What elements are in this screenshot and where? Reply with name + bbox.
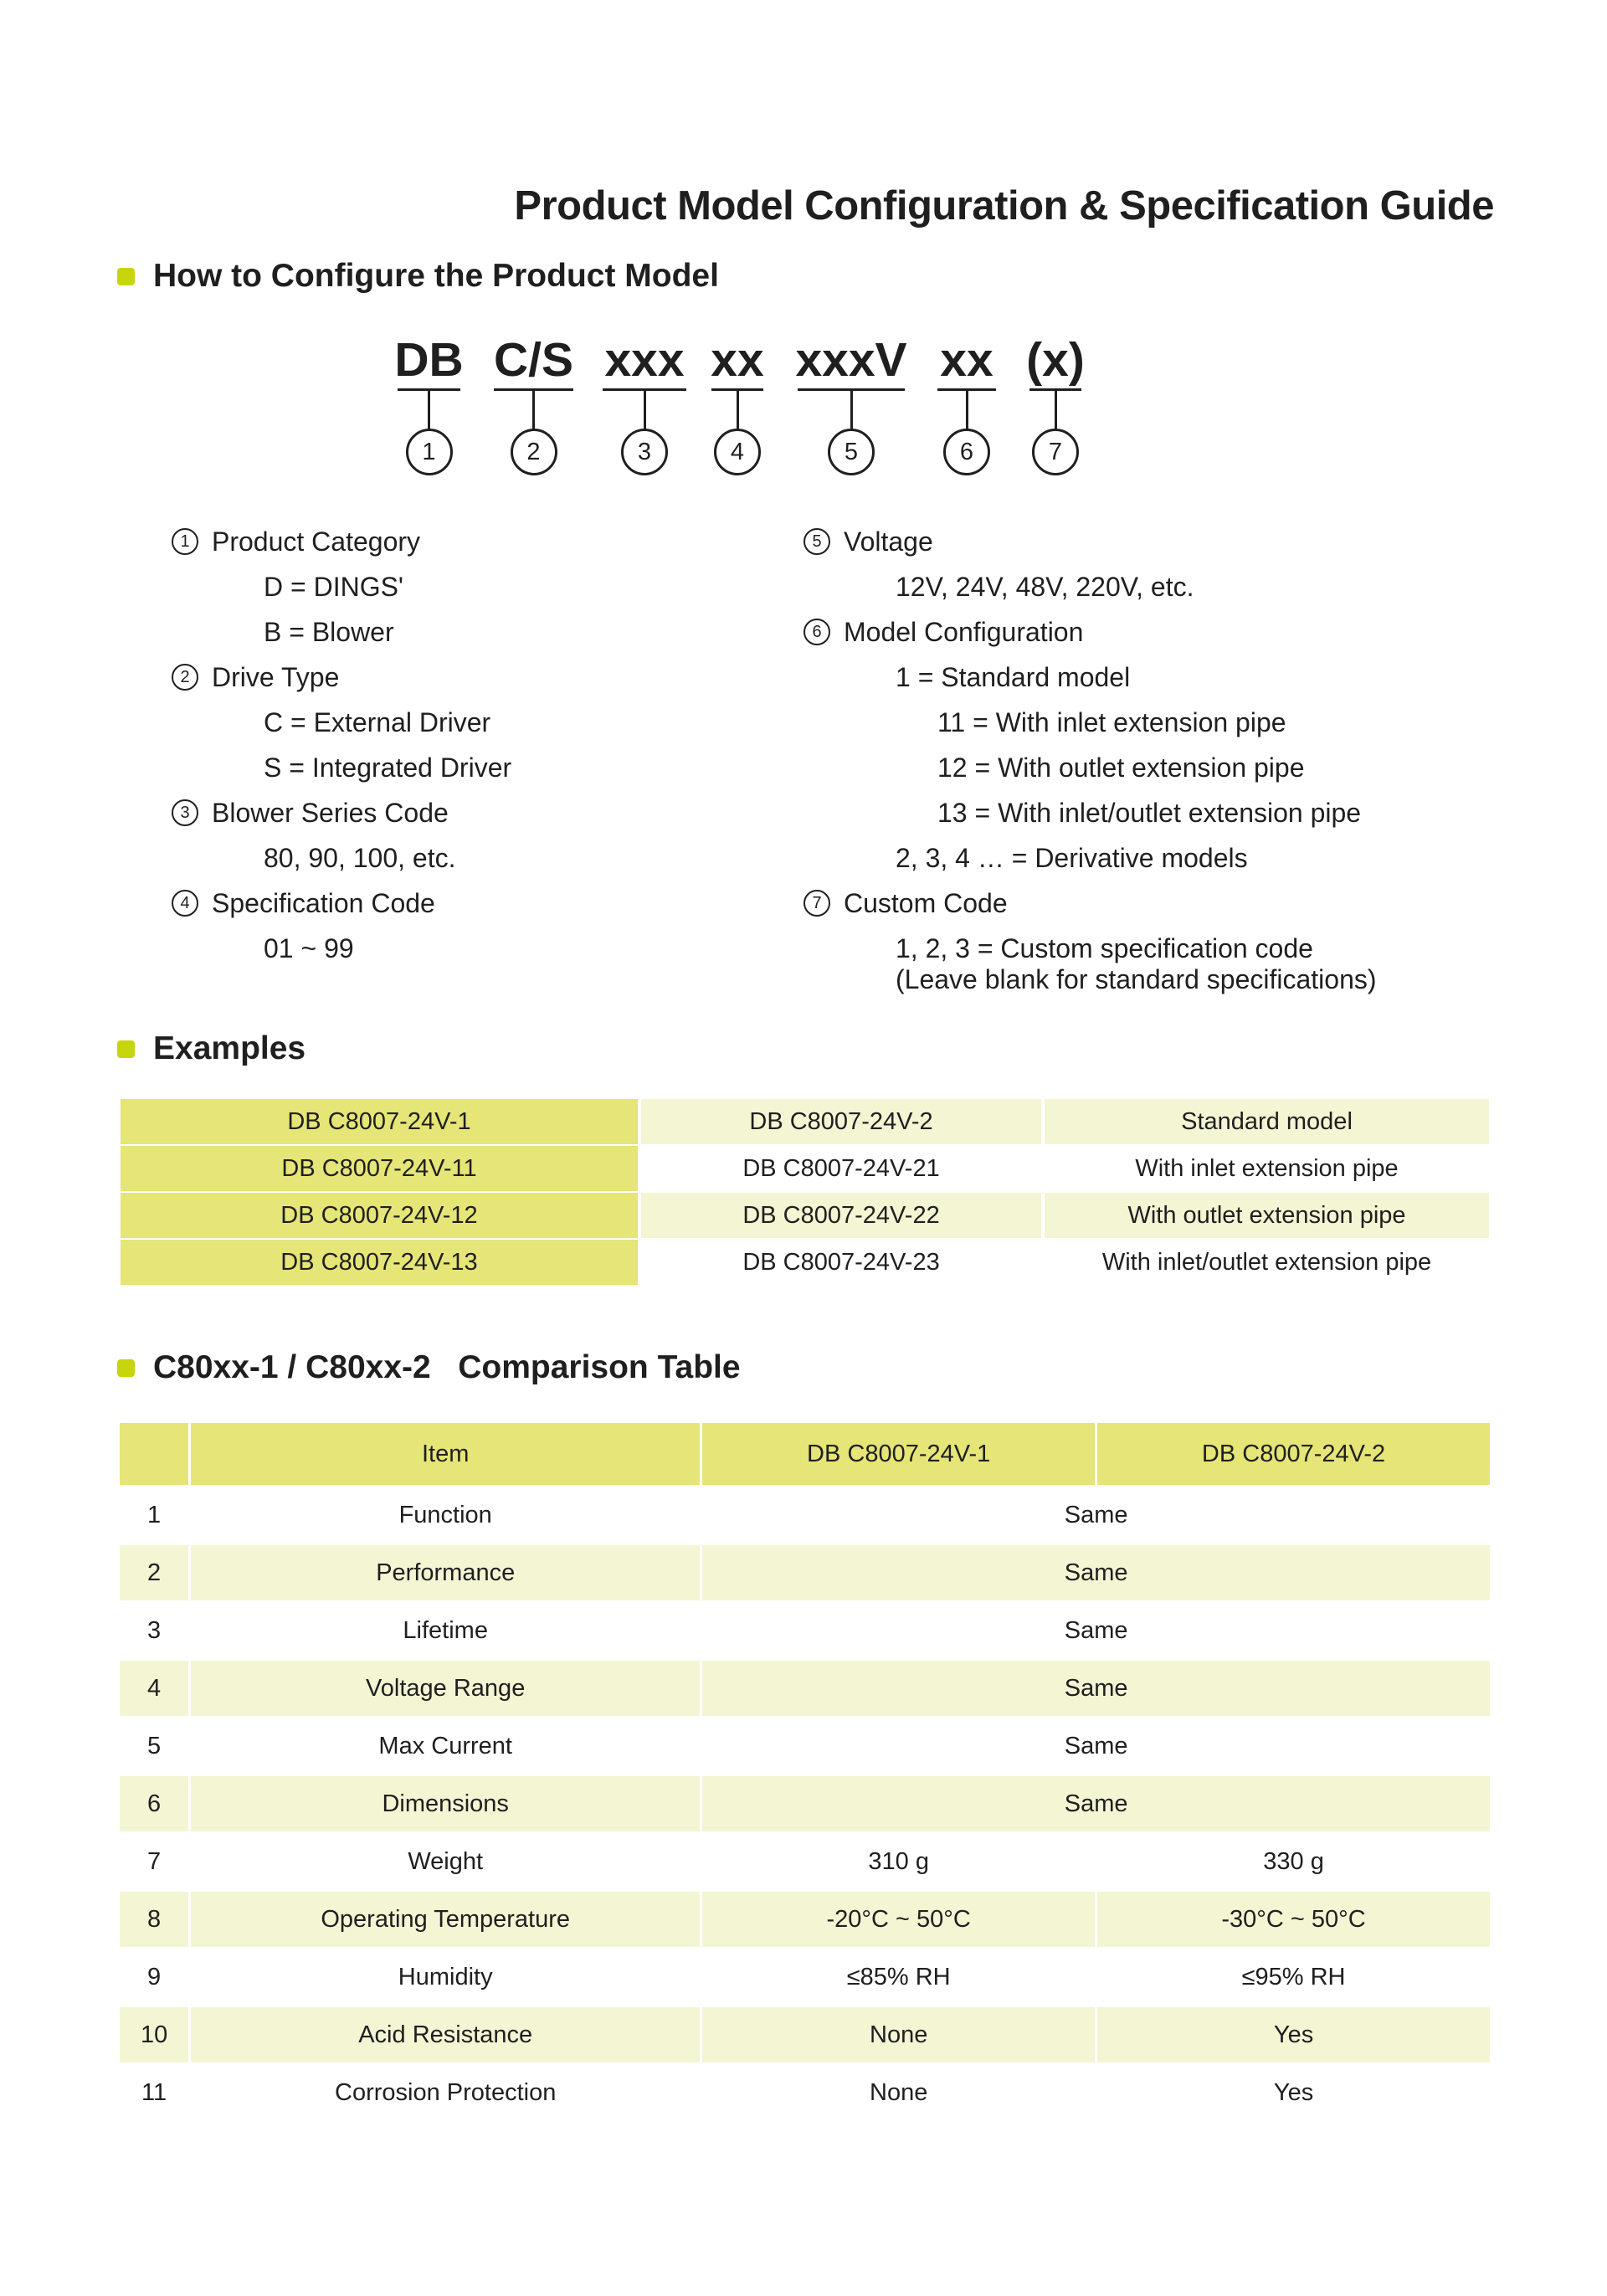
legend-heading: [172, 887, 435, 919]
comparison-cell: Same: [702, 1776, 1490, 1834]
legend-text: 80, 90, 100, etc.: [264, 843, 456, 873]
legend-text: 12V, 24V, 48V, 220V, etc.: [896, 572, 1194, 602]
comparison-cell: 3: [120, 1603, 188, 1661]
legend-text: B = Blower: [264, 617, 394, 647]
comparison-cell: Humidity: [191, 1949, 700, 2007]
comparison-cell: 1: [120, 1487, 188, 1545]
comparison-cell: ≤85% RH: [702, 1949, 1095, 2007]
comparison-header-cell: Item: [191, 1423, 700, 1487]
legend-text: (Leave blank for standard specifications): [896, 964, 1377, 994]
model-code-number-circle: 5: [828, 429, 875, 475]
legend-text: 1, 2, 3 = Custom specification code: [896, 933, 1313, 963]
comparison-cell: Same: [702, 1545, 1490, 1603]
model-code-connector: [737, 391, 739, 430]
example-cell: DB C8007-24V-23: [641, 1240, 1041, 1287]
model-code-segment: [795, 331, 907, 391]
comparison-cell: ≤95% RH: [1097, 1949, 1490, 2007]
example-cell: DB C8007-24V-22: [641, 1193, 1041, 1240]
example-row: [121, 1146, 1489, 1193]
comparison-cell: 7: [120, 1834, 188, 1892]
model-code-text: xxx: [604, 333, 685, 387]
comparison-row: [120, 1892, 1490, 1949]
section-title: C80xx-1 / C80xx-2 Comparison Table: [153, 1349, 741, 1385]
comparison-row: [120, 1949, 1490, 2007]
example-cell: DB C8007-24V-13: [121, 1240, 638, 1287]
legend-item: [264, 616, 394, 648]
comparison-cell: 10: [120, 2007, 188, 2065]
comparison-cell: Function: [191, 1487, 700, 1545]
legend-number-circle: 7: [804, 890, 830, 917]
comparison-cell: 9: [120, 1949, 188, 2007]
comparison-row: [120, 1545, 1490, 1603]
example-cell: DB C8007-24V-12: [121, 1193, 638, 1240]
comparison-row: [120, 2007, 1490, 2065]
example-row: [121, 1193, 1489, 1240]
legend-item: [896, 842, 1248, 874]
comparison-cell: -30°C ~ 50°C: [1097, 1892, 1490, 1949]
model-code-text: xxxV: [795, 333, 907, 387]
model-code-text: xx: [711, 333, 764, 387]
model-code-number-circle: 3: [621, 429, 668, 475]
legend-number-circle: 5: [804, 528, 830, 555]
legend-text: Model Configuration: [844, 617, 1084, 647]
model-code-number-circle: 4: [714, 429, 761, 475]
legend-text: 12 = With outlet extension pipe: [937, 752, 1305, 783]
comparison-cell: Yes: [1097, 2065, 1490, 2123]
legend-text: 11 = With inlet extension pipe: [937, 707, 1286, 737]
example-cell: Standard model: [1045, 1099, 1489, 1146]
model-code-text: DB: [394, 333, 464, 387]
model-code-text: (x): [1026, 333, 1085, 387]
model-code-number-circle: 2: [511, 429, 557, 475]
legend-heading: [172, 797, 449, 829]
legend-text: Specification Code: [212, 888, 435, 918]
comparison-header-cell: [120, 1423, 188, 1487]
legend-text: C = External Driver: [264, 707, 491, 737]
comparison-row: [120, 1834, 1490, 1892]
legend-text: Blower Series Code: [212, 798, 449, 828]
model-code-connector: [850, 391, 853, 430]
example-cell: DB C8007-24V-2: [641, 1099, 1041, 1146]
legend-item: [264, 706, 490, 738]
model-code-segment: [603, 331, 686, 391]
legend-item: [264, 932, 354, 964]
comparison-cell: None: [702, 2065, 1095, 2123]
comparison-row: [120, 1776, 1490, 1834]
comparison-cell: Dimensions: [191, 1776, 700, 1834]
legend-text: 1 = Standard model: [896, 662, 1131, 692]
legend-heading: [172, 526, 420, 557]
legend-text: Drive Type: [212, 662, 340, 692]
comparison-cell: 4: [120, 1661, 188, 1718]
legend-text: 01 ~ 99: [264, 933, 354, 963]
comparison-cell: Yes: [1097, 2007, 1490, 2065]
model-code-segment: [394, 331, 464, 391]
example-cell: DB C8007-24V-1: [121, 1099, 638, 1146]
model-code-number-circle: 7: [1032, 429, 1079, 475]
example-cell: DB C8007-24V-21: [641, 1146, 1041, 1193]
comparison-row: [120, 1487, 1490, 1545]
comparison-row: [120, 1718, 1490, 1776]
comparison-cell: Voltage Range: [191, 1661, 700, 1718]
legend-item: [937, 797, 1361, 829]
legend-number-circle: 6: [804, 619, 830, 645]
comparison-cell: 8: [120, 1892, 188, 1949]
model-code-number-circle: 6: [943, 429, 990, 475]
comparison-table: [117, 1423, 1492, 2123]
model-code-segment: [711, 331, 763, 391]
model-code-segment: [937, 331, 996, 391]
comparison-row: [120, 2065, 1490, 2123]
legend-heading: [804, 887, 1008, 919]
model-code-segment: [494, 331, 573, 391]
legend-item: [896, 932, 1313, 964]
legend-heading: [172, 661, 339, 693]
section-heading-configure: [117, 258, 719, 295]
comparison-row: [120, 1603, 1490, 1661]
example-cell: With inlet/outlet extension pipe: [1045, 1240, 1489, 1287]
legend-number-circle: 1: [172, 528, 198, 555]
legend-text: Custom Code: [844, 888, 1008, 918]
section-bullet-icon: [117, 1359, 135, 1377]
comparison-header-cell: DB C8007-24V-1: [702, 1423, 1095, 1487]
comparison-cell: 6: [120, 1776, 188, 1834]
model-code-connector: [1055, 391, 1057, 430]
legend-item: [264, 571, 403, 603]
comparison-cell: Same: [702, 1603, 1490, 1661]
example-row: [121, 1099, 1489, 1146]
comparison-cell: 310 g: [702, 1834, 1095, 1892]
section-bullet-icon: [117, 1040, 135, 1058]
section-title: How to Configure the Product Model: [153, 258, 719, 294]
comparison-cell: 5: [120, 1718, 188, 1776]
model-code-connector: [532, 391, 535, 430]
comparison-cell: 2: [120, 1545, 188, 1603]
comparison-cell: Corrosion Protection: [191, 2065, 700, 2123]
section-heading-comparison: [117, 1349, 741, 1386]
comparison-cell: None: [702, 2007, 1095, 2065]
model-code-text: xx: [940, 333, 993, 387]
legend-heading: [804, 526, 933, 557]
comparison-cell: 330 g: [1097, 1834, 1490, 1892]
example-cell: With outlet extension pipe: [1045, 1193, 1489, 1240]
example-cell: With inlet extension pipe: [1045, 1146, 1489, 1193]
comparison-row: [120, 1661, 1490, 1718]
legend-text: Product Category: [212, 526, 421, 557]
legend-text: 13 = With inlet/outlet extension pipe: [937, 798, 1362, 828]
legend-text: S = Integrated Driver: [264, 752, 512, 783]
comparison-header-row: [120, 1423, 1490, 1487]
comparison-header-cell: DB C8007-24V-2: [1097, 1423, 1490, 1487]
model-code-connector: [428, 391, 430, 430]
section-heading-examples: [117, 1030, 305, 1067]
comparison-cell: Performance: [191, 1545, 700, 1603]
legend-item: [896, 963, 1377, 995]
comparison-cell: Same: [702, 1487, 1490, 1545]
comparison-cell: Operating Temperature: [191, 1892, 700, 1949]
example-row: [121, 1240, 1489, 1287]
legend-item: [937, 706, 1286, 738]
comparison-cell: Max Current: [191, 1718, 700, 1776]
legend-number-circle: 3: [172, 799, 198, 826]
section-bullet-icon: [117, 268, 135, 285]
comparison-cell: -20°C ~ 50°C: [702, 1892, 1095, 1949]
comparison-cell: 11: [120, 2065, 188, 2123]
comparison-cell: Same: [702, 1661, 1490, 1718]
model-code-segment: [1026, 331, 1085, 391]
legend-number-circle: 2: [172, 664, 198, 691]
model-code-connector: [644, 391, 646, 430]
legend-item: [896, 661, 1130, 693]
examples-table: [117, 1099, 1492, 1287]
comparison-cell: Acid Resistance: [191, 2007, 700, 2065]
section-title: Examples: [153, 1030, 306, 1066]
comparison-cell: Lifetime: [191, 1603, 700, 1661]
example-cell: DB C8007-24V-11: [121, 1146, 638, 1193]
legend-item: [264, 752, 511, 783]
legend-text: 2, 3, 4 … = Derivative models: [896, 843, 1248, 873]
legend-text: D = DINGS': [264, 572, 404, 602]
legend-item: [937, 752, 1305, 783]
comparison-cell: Same: [702, 1718, 1490, 1776]
legend-item: [264, 842, 456, 874]
legend-heading: [804, 616, 1083, 648]
legend-item: [896, 571, 1194, 603]
model-code-connector: [966, 391, 968, 430]
legend-text: Voltage: [844, 526, 933, 557]
model-code-number-circle: 1: [406, 429, 453, 475]
model-code-text: C/S: [493, 333, 574, 387]
legend-number-circle: 4: [172, 890, 198, 917]
comparison-cell: Weight: [191, 1834, 700, 1892]
page-title: Product Model Configuration & Specification Guide: [514, 183, 1494, 229]
